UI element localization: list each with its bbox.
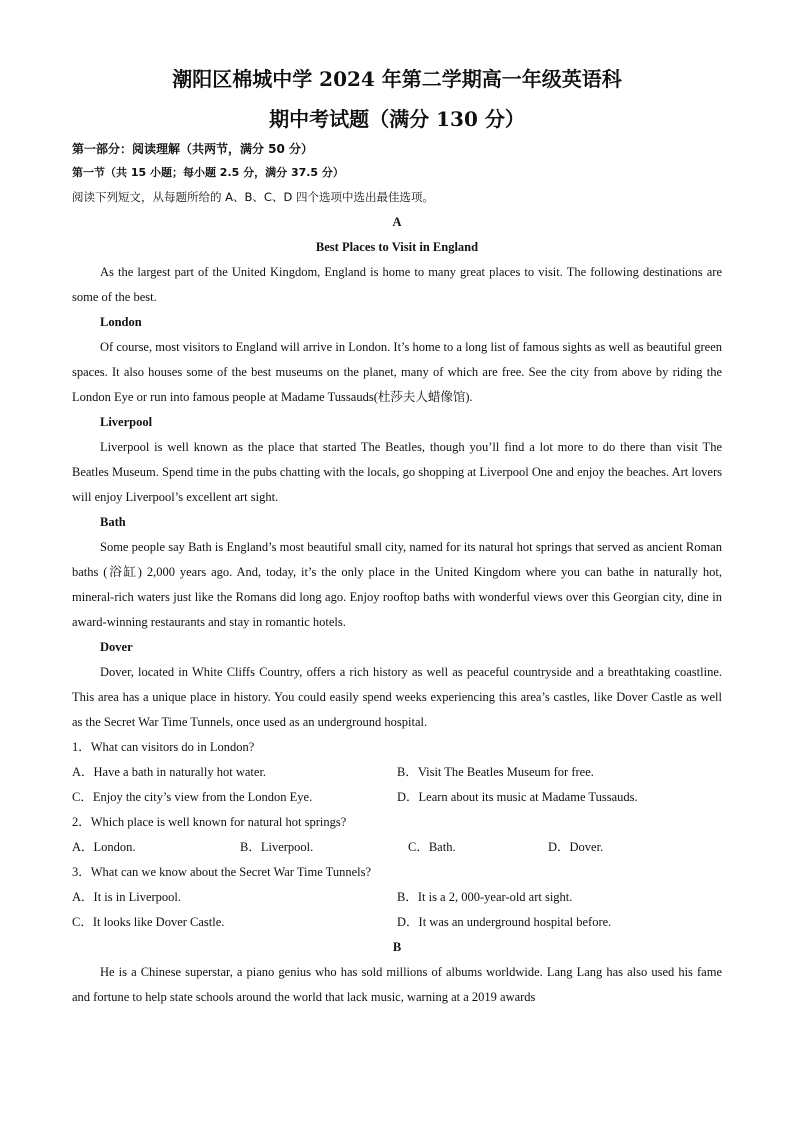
part1-heading: 第一部分：阅读理解（共两节，满分 50 分） (72, 142, 314, 156)
question-3-option-d: D．It was an underground hospital before. (397, 915, 612, 929)
instruction-text: 阅读下列短文，从每题所给的 A、B、C、D 四个选项中选出最佳选项。 (72, 190, 434, 204)
question-3-option-c: C．It looks like Dover Castle. (72, 915, 225, 929)
dover-paragraph: Dover, located in White Cliffs Country, offers a rich history as well as peaceful countryside and a breathtaking coastline. This area has a unique place in history. You could easily spend weeks experiencing this area’s castles, like Dover Castle as well as the Secret War Time Tunnels, once used as an underground hospital. (72, 665, 722, 729)
question-1-options-row1 (72, 760, 722, 785)
question-2-option-b: B．Liverpool. (240, 840, 314, 854)
question-1-option-d: D．Learn about its music at Madame Tussauds. (397, 790, 638, 804)
question-1-option-b: B．Visit The Beatles Museum for free. (397, 765, 594, 779)
question-1-options-row2 (72, 785, 722, 810)
passage-b-paragraph: He is a Chinese superstar, a piano genius who has sold millions of albums worldwide. Lang Lang has also used his fame and fortune to help state schools around the world that lack music, warning at a 2019 awards (72, 965, 722, 1004)
question-3-option-b: B．It is a 2, 000-year-old art sight. (397, 890, 573, 904)
passage-a-intro: As the largest part of the United Kingdom, England is home to many great places to visit. The following destinations are some of the best. (72, 265, 722, 304)
question-2-stem: 2．Which place is well known for natural hot springs? (72, 815, 347, 829)
question-2-options (72, 835, 722, 860)
question-1-option-c: C．Enjoy the city’s view from the London Eye. (72, 790, 313, 804)
question-2-option-c: C．Bath. (408, 840, 456, 854)
question-3-options-row2 (72, 910, 722, 935)
question-1-option-a: A．Have a bath in naturally hot water. (72, 765, 267, 779)
passage-b-letter: B (392, 940, 402, 954)
section1-heading: 第一节（共 15 小题；每小题 2.5 分，满分 37.5 分） (72, 166, 344, 179)
liverpool-heading: Liverpool (100, 415, 153, 429)
bath-paragraph: Some people say Bath is England’s most beautiful small city, named for its natural hot springs that served as ancient Roman baths (浴缸) 2,000 years ago. And, today, it’s the only place in the United Kingdom where you can bathe in naturally hot, mineral-rich waters just like the Romans did long ago. Enjoy rooftop baths with wonderful views over this Georgian city, dine in award-winning restaurants and stay in romantic hotels. (72, 540, 722, 629)
question-1-stem: 1．What can visitors do in London? (72, 740, 255, 754)
question-3-option-a: A．It is in Liverpool. (72, 890, 182, 904)
question-3-options-row1 (72, 885, 722, 910)
liverpool-paragraph: Liverpool is well known as the place that started The Beatles, though you’ll find a lot more to do there than visit The Beatles Museum. Spend time in the pubs chatting with the locals, go shopping at Liverpool One and enjoy the beaches. Art lovers will enjoy Liverpool’s excellent art sight. (72, 440, 722, 504)
exam-title-line2: 期中考试题（满分 130 分） (269, 107, 525, 131)
question-2-option-a: A．London. (72, 840, 136, 854)
london-paragraph: Of course, most visitors to England will arrive in London. It’s home to a long list of famous sights as well as beautiful green spaces. It also houses some of the best museums on the planet, many of which are free. See the city from above by riding the London Eye or run into famous people at Madame Tussauds(杜莎夫人蜡像馆). (72, 340, 722, 404)
london-heading: London (100, 315, 142, 329)
dover-heading: Dover (100, 640, 133, 654)
bath-heading: Bath (100, 515, 126, 529)
passage-a-title: Best Places to Visit in England (315, 240, 479, 254)
question-2-option-d: D．Dover. (548, 840, 604, 854)
passage-a-letter: A (392, 215, 402, 229)
exam-title-line1: 潮阳区棉城中学 2024 年第二学期高一年级英语科 (172, 67, 622, 91)
question-3-stem: 3．What can we know about the Secret War Time Tunnels? (72, 865, 372, 879)
